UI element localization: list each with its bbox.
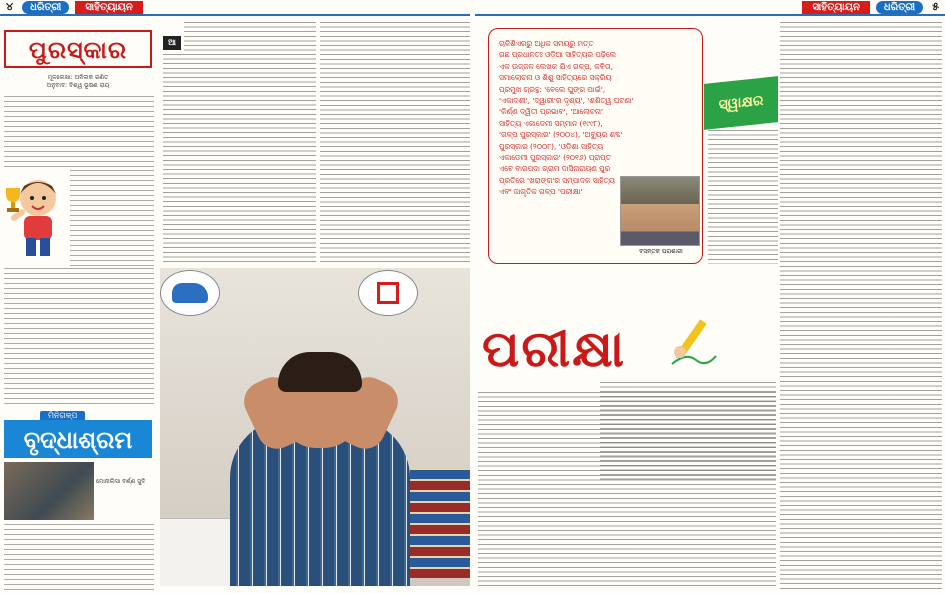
gift-icon: [377, 282, 399, 304]
story-text-block: [184, 22, 316, 52]
translator-line: ଅନୁବାଦ: ବିଶ୍ୱ ଭୂଷଣ ରାୟ: [46, 82, 110, 89]
story-title: [482, 318, 672, 380]
profile-label-banner: [704, 76, 778, 130]
pencil-writing-icon: [666, 312, 720, 372]
thought-bubble-bike: [160, 270, 220, 316]
bio-line: ଚାଳିଶିଏରରୁ ଅଧିକ ସମୟରୁ ମତ୍ତ: [499, 39, 594, 48]
thought-bubble-gift: [358, 270, 418, 316]
story-text-block: [708, 130, 778, 264]
story-title-text: ପରୀକ୍ଷା: [482, 319, 626, 378]
bio-line: ଏକ ଉଜ୍ଜଳ ଲେଖକ ଯିଏ ଗଳ୍ପ, କବିତା,: [499, 61, 614, 71]
left-page-number: ୪: [6, 0, 14, 13]
bio-line: ପୁରସ୍କାର (୨୦୦୮), 'ଓଡ଼ିଶା ସାହିତ୍ୟ: [499, 141, 604, 151]
story-title: ବୃଦ୍ଧାଶ୍ରମ: [23, 424, 133, 454]
story-title: ପୁରସ୍କାର: [28, 34, 128, 64]
story-title-box: [4, 420, 152, 458]
story-text-block: [4, 524, 154, 590]
mini-story-tag: ମିନିଗଳ୍ପ: [40, 411, 85, 421]
bio-line: ପ୍ରତିରେ 'ଖରାଙ୍ଗ'ର ସମ୍ପାଦକ ସାହିତ୍ୟ: [499, 175, 615, 185]
story-byline: ମୋନାଲିସା ବର୍ଣ୍ଣ ସୁଦି: [96, 478, 146, 485]
bio-line: 'ଏକାଦଶୀ', 'ଦ୍ୱାରୀ'ର ଦୃଶ୍ୟ', 'ଶଶିତ୍ୱ ଘଟଣା': [499, 96, 634, 106]
bio-line: ପ୍ରମୁଖ ଗ୍ରନ୍ଥ: 'ବେଲେ ଘୁଙ୍ଗ ପାଇଁ',: [499, 84, 606, 94]
books-stack: [410, 468, 470, 578]
story-text-block: [70, 170, 154, 266]
drop-cap: ଆ: [163, 36, 181, 50]
profile-label: ସ୍ୱାକ୍ଷର: [718, 92, 764, 114]
motorbike-icon: [172, 283, 208, 303]
story-text-block: [4, 268, 154, 406]
story-title-box: [4, 30, 152, 68]
bio-line: ସାହିତ୍ୟ ଏକାଡେମୀ ସମ୍ମାନ (୧୯୯୮),: [499, 118, 603, 128]
author-photo: [620, 176, 700, 246]
bio-line: ଏକାଡେମୀ ପୁରସ୍କାର' (୨୦୧୬) ପ୍ରାପ୍ତ: [499, 153, 611, 163]
story-text-block: [320, 22, 470, 264]
stressed-student-photo: [160, 268, 470, 586]
author-line: ମୂଳଲେଖା: ଅନିଲକ ରଣିତ: [47, 74, 109, 81]
old-age-home-photo: [4, 462, 94, 520]
story-text-block: [163, 54, 316, 264]
trophy-icon: [4, 186, 22, 214]
bio-line: 'ଗଳ୍ପ ପୁରସ୍କାର' (୨୦୦୪), 'ଅବ୍ୟୁର ଶବ୍ଦ': [499, 130, 623, 140]
bio-line: ସମାଲୋଚନା ଓ ଶିଶୁ ସାହିତ୍ୟରେ ସକ୍ରିୟ: [499, 73, 612, 83]
bio-line: ଏବଂ ଜାଗୃତିକ ଗଳ୍ପ 'ପରୀକ୍ଷା': [499, 187, 583, 197]
story-text-block: [478, 392, 776, 590]
child-illustration: [2, 172, 66, 258]
left-section-badge: ସାହିତ୍ୟାୟନ: [75, 1, 142, 14]
left-page-header: [0, 0, 470, 16]
story-text-block: [780, 22, 942, 590]
right-section-badge: ସାହିତ୍ୟାୟନ: [802, 1, 869, 14]
author-name: ବସନ୍ତକ ପରାଶାରୀ: [639, 248, 683, 255]
left-brand-badge: ଧରିତ୍ରୀ: [22, 1, 69, 14]
right-page-number: ୫: [932, 0, 939, 13]
right-brand-badge: ଧରିତ୍ରୀ: [876, 1, 923, 14]
hair: [278, 352, 362, 392]
story-byline: [6, 74, 150, 90]
story-text-block: [4, 96, 154, 168]
author-bio: [499, 39, 692, 198]
bio-line: ଏବେ ବାରପଦା ଗ୍ରାମ ଦାସିନାରାୟଣ ପୁର: [499, 164, 611, 174]
bio-line: ଗଛ ପ୍ରଧାନତଃ ଓଡ଼ିଆ ସାହିତ୍ୟର ପଢ଼ିଲେ: [499, 50, 617, 60]
right-page-header: [475, 0, 945, 16]
bio-line: 'କିର୍ଣ୍ଣ ଦ୍ୱିତୀ ପ୍ରଭାବ', 'ଆଲୋଚନା': [499, 107, 603, 117]
